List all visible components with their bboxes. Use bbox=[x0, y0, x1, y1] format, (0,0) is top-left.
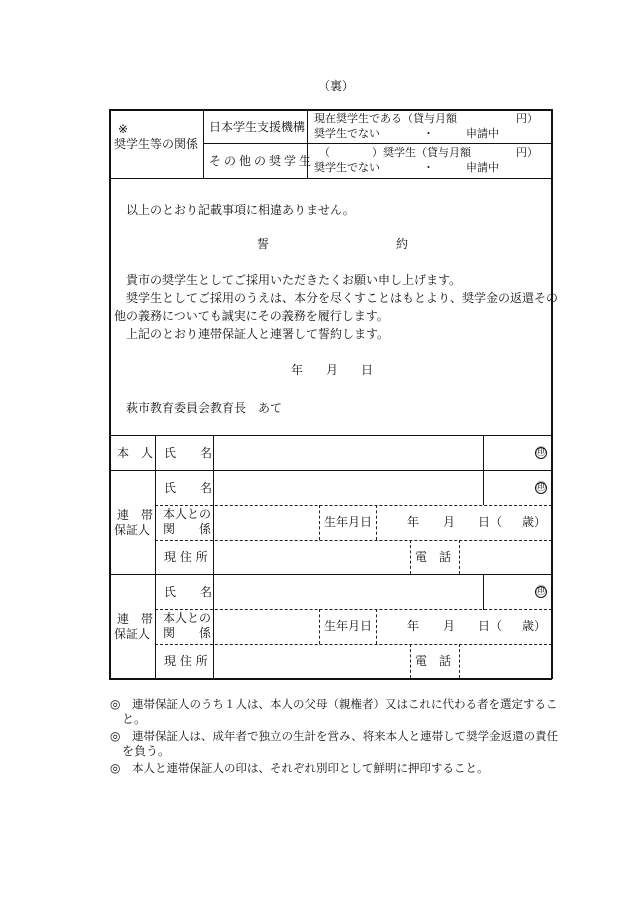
guarantor2-address-label: 現 住 所 bbox=[164, 654, 208, 668]
other-paren-open: （ bbox=[319, 146, 330, 159]
jasso-yen: 円） bbox=[516, 112, 538, 125]
guarantor2-relation-label2: 関 係 bbox=[163, 626, 212, 640]
guarantor2-birth-month: 月 bbox=[443, 619, 456, 633]
addressee: 萩市教育委員会教育長 あて bbox=[126, 401, 283, 415]
other-scholar-amount: ）奨学生（貸与月額 bbox=[372, 146, 471, 159]
self-seal-icon: ㊞ bbox=[536, 447, 546, 458]
guarantor1-name-label: 氏 名 bbox=[164, 481, 213, 495]
guarantor2-phone-label: 電 話 bbox=[415, 654, 452, 668]
guarantor1-relation-label2: 関 係 bbox=[163, 522, 212, 536]
guarantor1-address-label: 現 住 所 bbox=[164, 550, 208, 564]
relation-label: 奨学生等の関係 bbox=[114, 137, 199, 151]
guarantor1-label-line1: 連 帯 bbox=[117, 508, 154, 522]
self-name-label: 氏 名 bbox=[164, 446, 213, 460]
guarantor1-birth-year: 年 bbox=[407, 515, 420, 529]
guarantor2-birth-day: 日（ bbox=[478, 619, 503, 633]
page-title: （裏） bbox=[318, 79, 355, 93]
other-not-scholar: 奨学生でない bbox=[314, 161, 380, 174]
note1-line2: と。 bbox=[122, 712, 147, 726]
oath-para1: 貴市の奨学生としてご採用いただきたくお願い申し上げます。 bbox=[126, 273, 462, 287]
oath-para3: 上記のとおり連帯保証人と連署して誓約します。 bbox=[126, 327, 390, 341]
guarantor1-relation-label1: 本人との bbox=[163, 507, 212, 521]
guarantor1-birth-label: 生年月日 bbox=[324, 515, 373, 529]
jasso-current-scholar: 現在奨学生である（貸与月額 bbox=[314, 112, 457, 125]
note-mark: ※ bbox=[118, 122, 129, 136]
jasso-not-scholar: 奨学生でない bbox=[314, 127, 380, 140]
date-day: 日 bbox=[361, 363, 374, 377]
jasso-dot: ・ bbox=[423, 127, 434, 140]
guarantor1-age: 歳） bbox=[522, 515, 547, 529]
confirm-statement: 以上のとおり記載事項に相違ありません。 bbox=[126, 203, 355, 217]
guarantor1-phone-label: 電 話 bbox=[415, 550, 452, 564]
guarantor2-age: 歳） bbox=[522, 619, 547, 633]
guarantor2-seal-icon: ㊞ bbox=[536, 586, 546, 597]
guarantor2-birth-year: 年 bbox=[407, 619, 420, 633]
oath-title-char2: 約 bbox=[396, 237, 409, 251]
note2-line2: を負う。 bbox=[122, 744, 171, 758]
org-other-label: その他の奨学生 bbox=[209, 154, 315, 168]
other-dot: ・ bbox=[423, 161, 434, 174]
self-label: 本 人 bbox=[117, 446, 154, 460]
other-yen: 円） bbox=[516, 146, 538, 159]
note2-mark: ◎ bbox=[110, 729, 121, 743]
oath-para2-line2: 他の義務についても誠実にその義務を履行します。 bbox=[114, 309, 389, 323]
guarantor1-birth-day: 日（ bbox=[478, 515, 503, 529]
note3-line1: 本人と連帯保証人の印は、それぞれ別印として鮮明に押印すること。 bbox=[132, 761, 489, 775]
note1-line1: 連帯保証人のうち１人は、本人の父母（親権者）又はこれに代わる者を選定するこ bbox=[132, 697, 558, 711]
jasso-pending: 申請中 bbox=[466, 127, 499, 140]
note3-mark: ◎ bbox=[110, 761, 121, 775]
oath-para2-line1: 奨学生としてご採用のうえは、本分を尽くすことはもとより、奨学金の返還その bbox=[126, 291, 559, 305]
note1-mark: ◎ bbox=[110, 697, 121, 711]
guarantor2-label-line2: 保証人 bbox=[114, 627, 151, 641]
date-month: 月 bbox=[326, 363, 339, 377]
guarantor1-label-line2: 保証人 bbox=[114, 523, 151, 537]
date-year: 年 bbox=[291, 363, 304, 377]
guarantor2-name-label: 氏 名 bbox=[164, 585, 213, 599]
oath-title-char1: 誓 bbox=[257, 237, 270, 251]
guarantor1-seal-icon: ㊞ bbox=[536, 482, 546, 493]
org-jasso-label: 日本学生支援機構 bbox=[209, 120, 306, 134]
guarantor2-relation-label1: 本人との bbox=[163, 611, 212, 625]
other-pending: 申請中 bbox=[466, 161, 499, 174]
guarantor2-label-line1: 連 帯 bbox=[117, 612, 154, 626]
guarantor1-birth-month: 月 bbox=[443, 515, 456, 529]
guarantor2-birth-label: 生年月日 bbox=[324, 619, 373, 633]
note2-line1: 連帯保証人は、成年者で独立の生計を営み、将来本人と連帯して奨学金返還の責任 bbox=[132, 729, 559, 743]
